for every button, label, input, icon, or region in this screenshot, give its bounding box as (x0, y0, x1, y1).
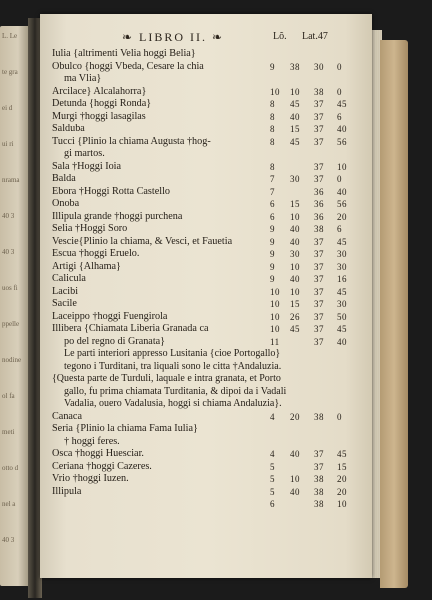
latitude-minutes: 50 (337, 311, 347, 322)
table-row (52, 161, 362, 174)
table-row (52, 86, 362, 99)
longitude-degrees: 4 (270, 411, 275, 422)
latitude-minutes: 45 (337, 286, 347, 297)
table-row (52, 298, 362, 311)
longitude-minutes: 30 (290, 174, 300, 184)
latitude-minutes: 0 (337, 174, 342, 184)
longitude-degrees: 7 (270, 174, 275, 184)
table-row (52, 448, 362, 461)
place-name: Illipula grande †hoggi purchena (52, 210, 183, 222)
latitude-minutes: 30 (337, 299, 347, 309)
facing-page-text-fragment: otto d (2, 464, 19, 472)
table-row (52, 286, 362, 299)
table-row (52, 361, 362, 374)
latitude-minutes: 6 (337, 224, 342, 234)
facing-page-text-fragment: ppelle (2, 320, 20, 328)
place-name: Sacile (52, 298, 77, 309)
place-name: Balda (52, 173, 76, 184)
longitude-minutes: 40 (290, 486, 300, 497)
latitude-degrees: 37 (314, 449, 324, 459)
table-row (52, 348, 362, 361)
table-row (52, 48, 362, 61)
facing-page-text-fragment: nodine (2, 356, 22, 364)
table-row (52, 398, 362, 411)
latitude-degrees: 37 (314, 299, 324, 309)
table-row (52, 423, 362, 436)
latitude-degrees: 30 (314, 61, 324, 72)
longitude-minutes: 45 (290, 99, 300, 109)
facing-page-text-fragment: ei d (2, 104, 13, 112)
longitude-degrees: 8 (270, 99, 275, 109)
latitude-degrees: 36 (314, 199, 324, 209)
longitude-minutes: 10 (290, 86, 300, 97)
place-name: Ceriana †hoggi Cazeres. (52, 460, 152, 472)
longitude-degrees: 8 (270, 136, 275, 147)
place-name: Murgi †hoggi lasagilas (52, 110, 146, 122)
longitude-minutes: 10 (290, 211, 300, 222)
longitude-degrees: 5 (270, 474, 275, 484)
latitude-minutes: 45 (337, 449, 347, 459)
longitude-degrees: 10 (270, 299, 280, 309)
longitude-minutes: 40 (290, 236, 300, 247)
longitude-degrees: 5 (270, 461, 275, 472)
latitude-degrees: 37 (314, 311, 324, 322)
table-row (52, 236, 362, 249)
latitude-minutes: 6 (337, 111, 342, 122)
longitude-minutes: 10 (290, 474, 300, 484)
longitude-minutes: 15 (290, 299, 300, 309)
longitude-minutes: 26 (290, 311, 300, 322)
longitude-degrees: 10 (270, 286, 280, 297)
latitude-minutes: 0 (337, 61, 342, 72)
latitude-minutes: 15 (337, 461, 347, 472)
place-name: † hoggi feres. (64, 435, 120, 447)
longitude-degrees: 9 (270, 274, 275, 284)
latitude-degrees: 37 (314, 286, 324, 297)
place-name: Tucci {Plinio la chiama Augusta †hog- (52, 135, 211, 147)
table-row (52, 498, 362, 511)
place-name: Vrio †hoggi Iuzen. (52, 473, 129, 484)
latitude-minutes: 10 (337, 161, 347, 172)
place-name: Illipula (52, 485, 82, 497)
facing-page-text-fragment: nrama (2, 176, 20, 184)
place-name: ma Vlia} (64, 73, 102, 84)
longitude-minutes: 10 (290, 286, 300, 297)
latitude-minutes: 56 (337, 136, 347, 147)
table-row (52, 473, 362, 486)
latitude-degrees: 38 (314, 411, 324, 422)
longitude-minutes: 40 (290, 111, 300, 122)
place-name: Vescie{Plinio la chiama, & Vesci, et Fauetia (52, 235, 233, 247)
longitude-degrees: 6 (270, 199, 275, 209)
place-name: Onoba (52, 198, 80, 209)
latitude-degrees: 38 (314, 86, 324, 97)
place-name: po del regno di Granata} (64, 335, 166, 347)
longitude-minutes: 15 (290, 124, 300, 134)
latitude-degrees: 38 (314, 474, 324, 484)
place-name: Seria {Plinio la chiama Fama Iulia} (52, 423, 198, 434)
table-row (52, 461, 362, 474)
table-row (52, 486, 362, 499)
table-row (52, 111, 362, 124)
longitude-degrees: 9 (270, 261, 275, 272)
facing-page-text-fragment: meti (2, 428, 15, 436)
latitude-degrees: 37 (314, 99, 324, 109)
table-row (52, 136, 362, 149)
table-row (52, 411, 362, 424)
latitude-degrees: 38 (314, 499, 324, 509)
table-row (52, 211, 362, 224)
table-row (52, 173, 362, 186)
latitude-degrees: 36 (314, 186, 324, 197)
commentary-text: {Questa parte de Turduli, laquale e intra granata, et Porto (52, 373, 281, 384)
place-name: gi martos. (64, 148, 105, 159)
commentary-text: Le parti interiori appresso Lusitania {cioe Portogallo} (64, 348, 281, 359)
longitude-minutes: 40 (290, 224, 300, 234)
latitude-minutes: 20 (337, 474, 347, 484)
gazetteer-table (52, 48, 362, 511)
latitude-minutes: 45 (337, 324, 347, 334)
place-name: Canaca (52, 410, 82, 422)
latitude-minutes: 16 (337, 274, 347, 284)
place-name: Artigi {Alhama} (52, 260, 121, 272)
facing-page-text-fragment: 40 3 (2, 248, 15, 256)
book-cover-edge (380, 40, 408, 588)
longitude-minutes: 45 (290, 136, 300, 147)
longitude-minutes: 20 (290, 411, 300, 422)
place-name: Osca †hoggi Huesciar. (52, 448, 144, 459)
longitude-degrees: 8 (270, 124, 275, 134)
facing-page-text-fragment: uos fi (2, 284, 18, 292)
commentary-text: gallo, fu prima chiamata Turditania, & dipoi da i Vadali (64, 385, 287, 397)
latitude-degrees: 37 (314, 236, 324, 247)
table-row (52, 198, 362, 211)
table-row (52, 436, 362, 449)
latitude-degrees: 37 (314, 324, 324, 334)
table-row (52, 186, 362, 199)
table-row (52, 311, 362, 324)
latitude-degrees: 37 (314, 336, 324, 347)
table-row (52, 261, 362, 274)
latitude-minutes: 56 (337, 199, 347, 209)
commentary-text: Vadalia, ouero Vadalusia, hoggi si chiama Andaluzia}. (64, 398, 282, 409)
latitude-minutes: 40 (337, 124, 347, 134)
longitude-minutes: 38 (290, 61, 300, 72)
longitude-degrees: 10 (270, 324, 280, 334)
latitude-degrees: 38 (314, 486, 324, 497)
longitude-degrees: 11 (270, 336, 280, 347)
latitude-minutes: 20 (337, 211, 347, 222)
longitude-degrees: 6 (270, 499, 275, 509)
latitude-minutes: 30 (337, 261, 347, 272)
table-row (52, 98, 362, 111)
longitude-degrees: 7 (270, 186, 275, 197)
latitude-column-header: Lat.47 (302, 31, 328, 42)
place-name: Obulco {hoggi Vbeda, Cesare la chia (52, 60, 204, 72)
place-name: Illibera {Chiamata Liberia Granada ca (52, 323, 209, 334)
longitude-minutes: 15 (290, 199, 300, 209)
longitude-minutes: 45 (290, 324, 300, 334)
latitude-minutes: 10 (337, 499, 347, 509)
facing-page-text-fragment: ui ri (2, 140, 14, 148)
longitude-degrees: 9 (270, 236, 275, 247)
longitude-minutes: 30 (290, 249, 300, 259)
running-head: ❧ LIBRO II. ❧ (122, 30, 225, 44)
longitude-degrees: 6 (270, 211, 275, 222)
place-name: Sala †Hoggi Ioia (52, 160, 122, 172)
facing-page-text-fragment: 40 3 (2, 536, 15, 544)
table-row (52, 273, 362, 286)
latitude-degrees: 37 (314, 161, 324, 172)
latitude-minutes: 40 (337, 186, 347, 197)
longitude-degrees: 9 (270, 61, 275, 72)
facing-page-text-fragment: te gra (2, 68, 18, 76)
latitude-degrees: 37 (314, 174, 324, 184)
table-row (52, 223, 362, 236)
longitude-degrees: 4 (270, 449, 275, 459)
latitude-minutes: 40 (337, 336, 347, 347)
longitude-degrees: 10 (270, 311, 280, 322)
longitude-minutes: 10 (290, 261, 300, 272)
place-name: Escua †hoggi Eruelo. (52, 248, 140, 259)
latitude-degrees: 37 (314, 111, 324, 122)
latitude-degrees: 37 (314, 274, 324, 284)
longitude-degrees: 9 (270, 249, 275, 259)
place-name: Iulia {altrimenti Velia hoggi Belia} (52, 48, 196, 59)
table-row (52, 73, 362, 86)
longitude-degrees: 10 (270, 86, 280, 97)
place-name: Ebora †Hoggi Rotta Castello (52, 185, 170, 197)
facing-page-text-fragment: nel a (2, 500, 16, 508)
longitude-degrees: 5 (270, 486, 275, 497)
place-name: Arcilace} Alcalahorra} (52, 85, 147, 97)
latitude-degrees: 36 (314, 211, 324, 222)
longitude-degrees: 9 (270, 224, 275, 234)
latitude-minutes: 20 (337, 486, 347, 497)
longitude-degrees: 8 (270, 161, 275, 172)
table-row (52, 336, 362, 349)
latitude-degrees: 37 (314, 136, 324, 147)
facing-page-text-fragment: L. Le (2, 32, 18, 40)
table-row (52, 248, 362, 261)
table-row (52, 386, 362, 399)
latitude-degrees: 37 (314, 124, 324, 134)
place-name: Laceippo †hoggi Fuengirola (52, 310, 168, 322)
place-name: Calicula (52, 273, 86, 284)
longitude-minutes: 40 (290, 274, 300, 284)
place-name: Selia †Hoggi Soro (52, 223, 128, 234)
latitude-minutes: 30 (337, 249, 347, 259)
latitude-degrees: 37 (314, 461, 324, 472)
longitude-degrees: 8 (270, 111, 275, 122)
facing-page-text-fragment: ol fa (2, 392, 15, 400)
table-row (52, 148, 362, 161)
place-name: Lacibi (52, 285, 79, 297)
latitude-degrees: 38 (314, 224, 324, 234)
facing-page-text-fragment: 40 3 (2, 212, 15, 220)
page-header (40, 30, 372, 46)
latitude-minutes: 45 (337, 99, 347, 109)
latitude-minutes: 0 (337, 86, 342, 97)
latitude-degrees: 37 (314, 261, 324, 272)
longitude-column-header: Lõ. (273, 31, 287, 42)
latitude-minutes: 0 (337, 411, 342, 422)
place-name: Detunda {hoggi Ronda} (52, 98, 152, 109)
latitude-degrees: 37 (314, 249, 324, 259)
latitude-minutes: 45 (337, 236, 347, 247)
table-row (52, 61, 362, 74)
longitude-minutes: 40 (290, 449, 300, 459)
table-row (52, 373, 362, 386)
table-row (52, 323, 362, 336)
place-name: Salduba (52, 123, 85, 134)
commentary-text: tegono i Turditani, tra liquali sono le citta †Andaluzia. (64, 360, 282, 372)
table-row (52, 123, 362, 136)
facing-page-edge (0, 26, 30, 586)
